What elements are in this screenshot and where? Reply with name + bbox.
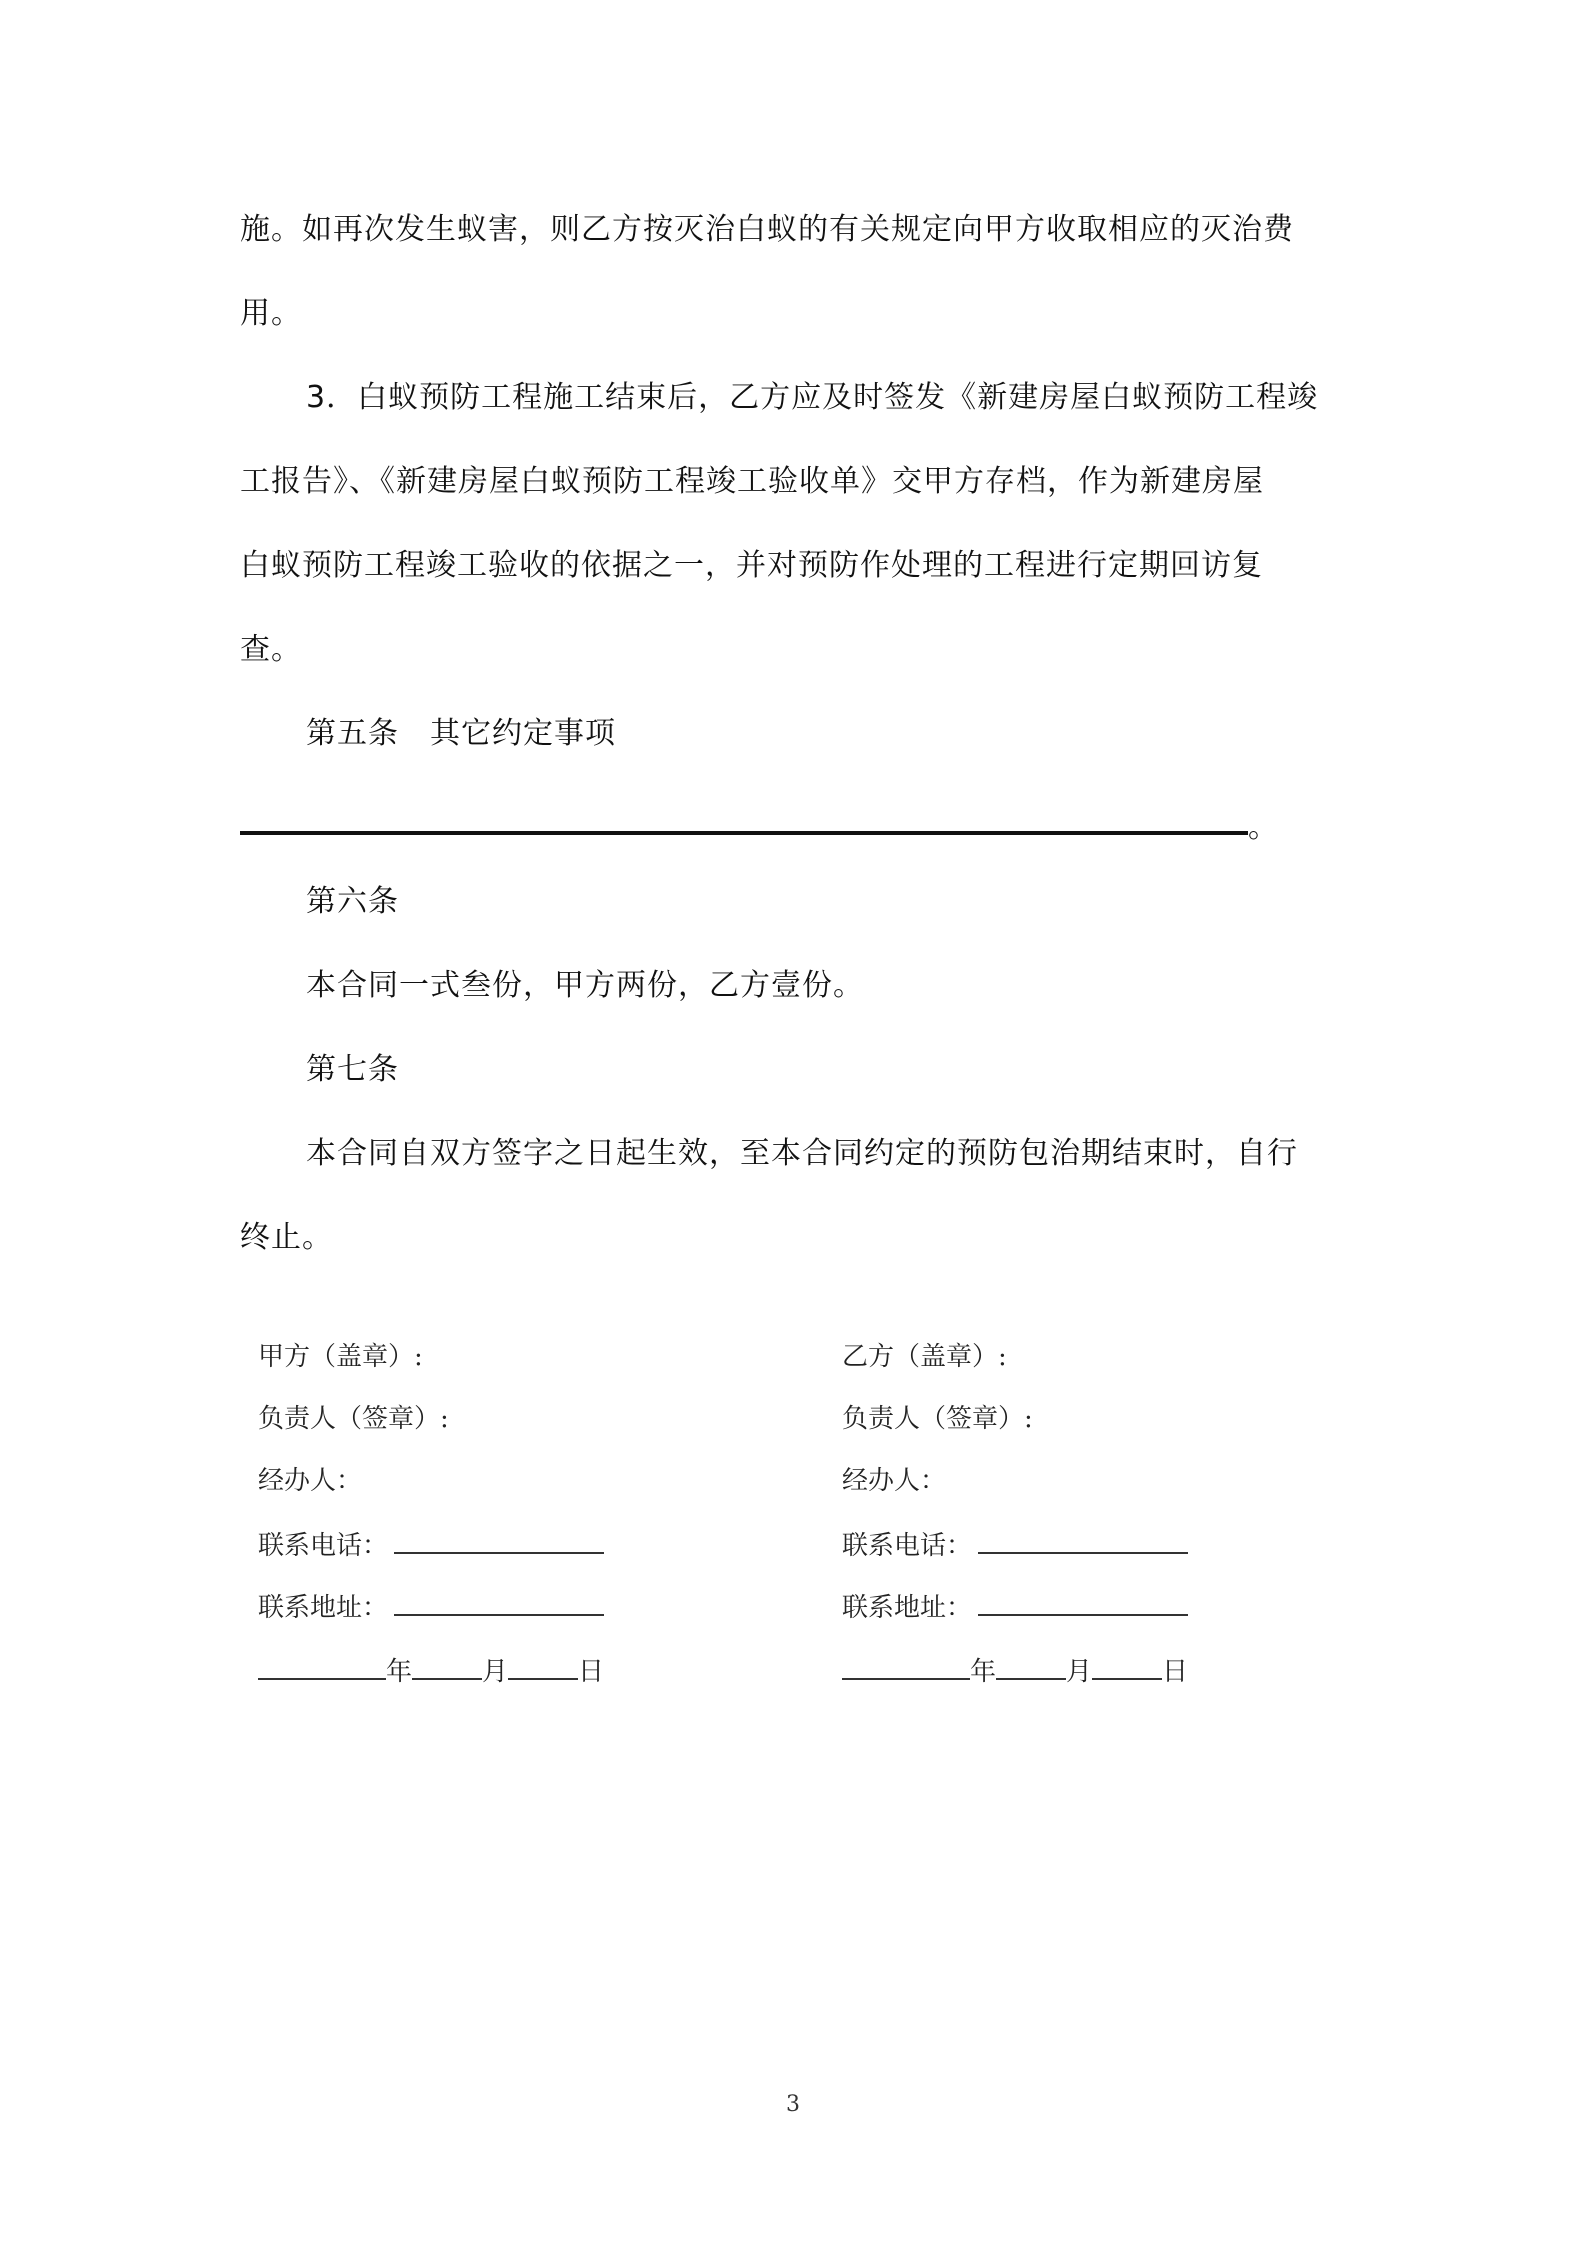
party-a-seal-label: 甲方（盖章）:	[258, 1342, 423, 1372]
party-b-day-blank	[1092, 1654, 1162, 1680]
party-b-phone-row	[842, 1528, 1188, 1563]
party-a-year-label: 年	[386, 1657, 413, 1687]
party-b-date-row	[842, 1654, 1188, 1689]
party-b-phone-label: 联系电话：	[842, 1531, 973, 1561]
party-b-principal-label: 负责人（签章）:	[842, 1404, 1033, 1434]
party-a-principal-label: 负责人（签章）:	[258, 1404, 449, 1434]
paragraph-line: 施。如再次发生蚁害，则乙方按灭治白蚁的有关规定向甲方收取相应的灭治费	[240, 212, 1294, 247]
article7-text: 本合同自双方签字之日起生效，至本合同约定的预防包治期结束时，自行	[306, 1136, 1298, 1171]
party-b-year-label: 年	[970, 1657, 997, 1687]
party-a-day-label: 日	[578, 1657, 605, 1687]
article7-heading: 第七条	[306, 1052, 399, 1087]
party-b-month-label: 月	[1066, 1657, 1093, 1687]
party-a-date-row	[258, 1654, 604, 1689]
article5-heading: 第五条 其它约定事项	[306, 716, 616, 751]
paragraph-line: 工报告》、《新建房屋白蚁预防工程竣工验收单》交甲方存档，作为新建房屋	[240, 464, 1264, 499]
party-b-year-blank	[842, 1654, 970, 1680]
party-b-month-blank	[996, 1654, 1066, 1680]
party-b-day-label: 日	[1162, 1657, 1189, 1687]
party-a-phone-label: 联系电话：	[258, 1531, 389, 1561]
party-a-address-label: 联系地址：	[258, 1593, 389, 1623]
party-a-handler-label: 经办人：	[258, 1466, 363, 1496]
page-number: 3	[786, 2092, 800, 2117]
paragraph-line: 3．白蚁预防工程施工结束后，乙方应及时签发《新建房屋白蚁预防工程竣	[306, 380, 1319, 415]
party-a-year-blank	[258, 1654, 386, 1680]
blank-end-punctuation: 。	[1248, 810, 1278, 845]
article6-text: 本合同一式叁份，甲方两份，乙方壹份。	[306, 968, 864, 1003]
article7-text: 终止。	[240, 1220, 333, 1255]
party-b-address-label: 联系地址：	[842, 1593, 973, 1623]
party-a-address-blank	[394, 1590, 604, 1616]
party-b-address-row	[842, 1590, 1188, 1625]
party-b-phone-blank	[978, 1528, 1188, 1554]
party-b-address-blank	[978, 1590, 1188, 1616]
paragraph-line: 查。	[240, 632, 302, 667]
party-b-seal-label: 乙方（盖章）:	[842, 1342, 1007, 1372]
party-a-month-label: 月	[482, 1657, 509, 1687]
party-a-phone-blank	[394, 1528, 604, 1554]
fill-in-blank	[240, 831, 1248, 835]
party-b-handler-label: 经办人：	[842, 1466, 947, 1496]
paragraph-line: 用。	[240, 296, 302, 331]
party-a-month-blank	[412, 1654, 482, 1680]
article5-blank	[240, 808, 1278, 848]
party-a-phone-row	[258, 1528, 604, 1563]
party-a-day-blank	[508, 1654, 578, 1680]
article6-heading: 第六条	[306, 884, 399, 919]
party-a-address-row	[258, 1590, 604, 1625]
paragraph-line: 白蚁预防工程竣工验收的依据之一，并对预防作处理的工程进行定期回访复	[240, 548, 1263, 583]
